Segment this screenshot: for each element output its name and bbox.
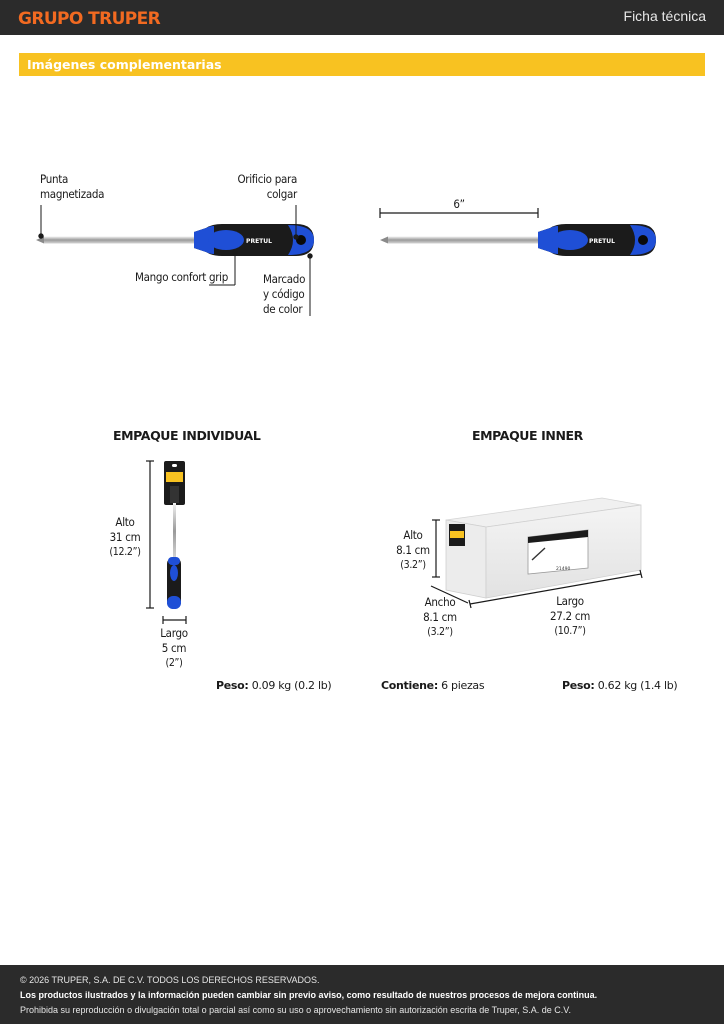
- individual-largo: [153, 626, 195, 671]
- inner-box-illustration: [431, 498, 642, 608]
- dimension-value: 27.2 cm: [550, 609, 590, 623]
- weight-label: Peso:: [216, 679, 249, 692]
- dimension-value: 8.1 cm: [423, 610, 457, 624]
- callout-grip-handle: Mango confort grip: [135, 270, 229, 284]
- weight-value: 0.62 kg (1.4 lb): [597, 679, 678, 692]
- weight-value: 0.09 kg (0.2 lb): [251, 679, 332, 692]
- dimension-value-inches: (3.2”): [400, 559, 426, 571]
- footer-notice: Los productos ilustrados y la información pueden cambiar sin previo aviso, como resultado de nuestros procesos de mejora continua.: [20, 990, 598, 1000]
- footer: [0, 965, 724, 1024]
- dimension-value-inches: (2”): [165, 657, 183, 669]
- dimension-label: Largo: [556, 594, 584, 608]
- callout-text: de color: [263, 302, 303, 316]
- inner-weight: [562, 679, 677, 692]
- dimension-value-inches: (3.2”): [427, 626, 453, 638]
- individual-alto: [104, 515, 146, 560]
- alto-dimension-line: [146, 461, 154, 608]
- inner-alto: [393, 528, 433, 573]
- screwdriver-shaft: [44, 237, 196, 244]
- inner-package-title: EMPAQUE INNER: [472, 428, 583, 443]
- dimension-label: Alto: [115, 515, 135, 529]
- weight-label: Peso:: [562, 679, 595, 692]
- length-label: 6”: [453, 197, 465, 211]
- callout-text: Orificio para: [237, 172, 297, 186]
- callout-text: colgar: [266, 187, 297, 201]
- footer-prohibition: Prohibida su reproducción o divulgación total o parcial así como su uso o aprovechamiento sin autorización escrita de Truper, S.A. de C.V.: [20, 1005, 571, 1015]
- callout-magnetic-tip: [40, 172, 104, 202]
- contents-value: 6 piezas: [441, 679, 485, 692]
- individual-package-illustration: [146, 461, 186, 624]
- dimension-value-inches: (10.7”): [554, 625, 586, 637]
- document-type: Ficha técnica: [623, 8, 706, 24]
- screwdriver-length-diagram: [380, 208, 656, 256]
- dimension-value-inches: (12.2”): [109, 546, 141, 558]
- dimension-value: 8.1 cm: [396, 543, 430, 557]
- callout-text: Marcado: [263, 272, 306, 286]
- handle-brand-text: PRETUL: [589, 238, 615, 245]
- handle-brand-text: PRETUL: [246, 238, 272, 245]
- brand-logo: GRUPO TRUPER: [18, 9, 161, 29]
- dimension-value: 31 cm: [109, 530, 141, 544]
- contents-label: Contiene:: [381, 679, 438, 692]
- dimension-value: 5 cm: [161, 641, 187, 655]
- callout-text: y código: [263, 287, 305, 301]
- section-title: Imágenes complementarias: [27, 57, 222, 72]
- largo-dimension-line: [163, 616, 186, 624]
- dimension-label: Ancho: [424, 595, 456, 609]
- individual-weight: [216, 679, 331, 692]
- callout-text: magnetizada: [40, 187, 105, 201]
- screwdriver-handle: [538, 224, 656, 256]
- callout-color-marking: [263, 272, 305, 317]
- callout-text: Punta: [40, 172, 69, 186]
- inner-largo: [545, 594, 595, 639]
- footer-copyright: © 2026 TRUPER, S.A. DE C.V. TODOS LOS DERECHOS RESERVADOS.: [20, 975, 320, 985]
- dimension-label: Alto: [403, 528, 423, 542]
- individual-package-title: EMPAQUE INDIVIDUAL: [113, 428, 261, 443]
- inner-ancho: [419, 595, 461, 640]
- dimension-label: Largo: [160, 626, 188, 640]
- callout-hanging-hole: [214, 172, 297, 202]
- inner-contents: [381, 679, 484, 692]
- box-code: 21490: [556, 567, 571, 572]
